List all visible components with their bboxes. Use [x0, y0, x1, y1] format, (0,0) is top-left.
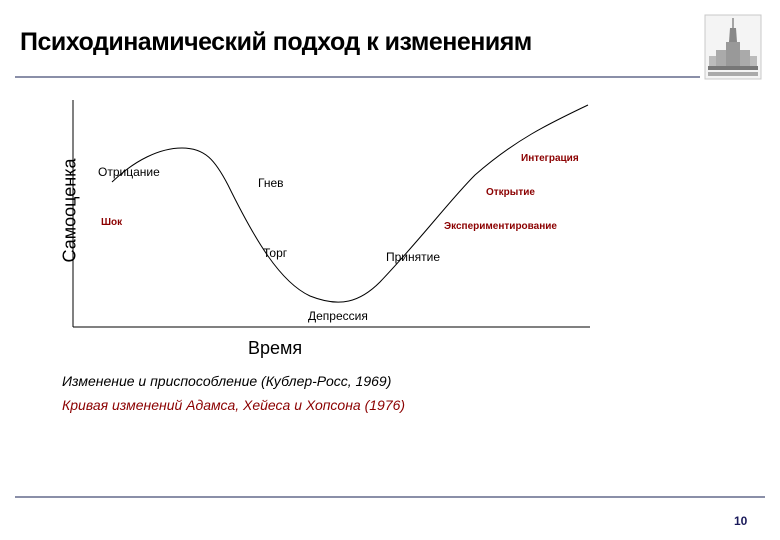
stage-label-bargaining: Торг [263, 246, 288, 260]
caption-adams-hayes-hopson: Кривая изменений Адамса, Хейеса и Хопсона (1976) [62, 397, 406, 413]
x-axis-label: Время [248, 338, 303, 358]
stage-label-integration: Интеграция [521, 153, 579, 164]
stage-label-anger: Гнев [258, 176, 284, 190]
stage-label-experimentation: Экспериментирование [444, 221, 557, 232]
stage-label-discovery: Открытие [486, 187, 535, 198]
stage-label-shock: Шок [101, 217, 123, 228]
caption-kubler-ross: Изменение и приспособление (Кублер-Росс, 1969) [62, 373, 392, 389]
footer-divider [15, 496, 765, 498]
stage-label-denial: Отрицание [98, 165, 160, 179]
page-number: 10 [734, 514, 748, 528]
stage-label-acceptance: Принятие [386, 250, 440, 264]
stage-label-depression: Депрессия [308, 309, 368, 323]
slide-title: Психодинамический подход к изменениям [20, 28, 532, 56]
self-esteem-curve [112, 105, 588, 302]
y-axis-label: Самооценка [59, 158, 80, 263]
